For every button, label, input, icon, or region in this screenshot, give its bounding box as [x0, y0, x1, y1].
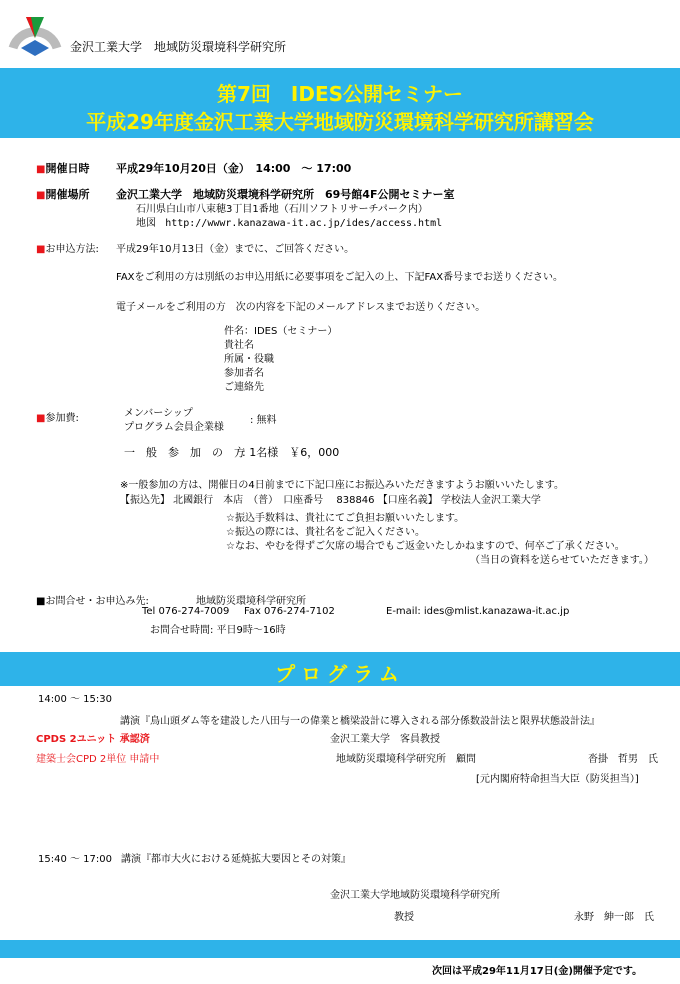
bottom-banner	[0, 940, 680, 958]
map-link[interactable]: http://wwwr.kanazawa-it.ac.jp/ides/access.html	[165, 218, 443, 229]
general-fee: : 1名様 ￥6，000	[242, 446, 340, 459]
session1-speaker: 沓掛 哲男 氏	[588, 754, 658, 765]
email-note: 電子メールをご利用の方 次の内容を下記のメールアドレスまでお送りください。	[116, 302, 486, 313]
session1-affil2: 地域防災環境科学研究所 顧問	[336, 754, 476, 765]
session2-affil: 金沢工業大学地域防災環境科学研究所	[330, 890, 500, 901]
cpd-credit: 建築士会CPD 2単位 申請中	[36, 754, 160, 765]
venue-address: 石川県白山市八束穂3丁目1番地（石川ソフトリサーチパーク内）	[136, 204, 428, 215]
venue-label: 開催場所	[45, 188, 90, 201]
contact-hours: お問合せ時間: 平日9時～16時	[150, 625, 286, 636]
application-deadline: 平成29年10月13日（金）までに、ご回答ください。	[116, 244, 355, 255]
fee-label: 参加費:	[45, 413, 79, 424]
fee-star1: ☆振込手数料は、貴社にてご負担お願いいたします。	[226, 513, 465, 524]
fee-star3: ☆なお、やむを得ずご欠席の場合でもご返金いたしかねますので、何卒ご了承ください。	[226, 541, 625, 552]
program-title: プログラム	[275, 662, 405, 686]
item-subject: 件名：IDES（セミナー）	[224, 326, 338, 337]
cpds-credit: CPDS 2ユニット 承認済	[36, 734, 150, 745]
title-banner	[0, 68, 680, 138]
program-banner	[0, 652, 680, 686]
fee-star2: ☆振込の際には、貴社名をご記入ください。	[226, 527, 425, 538]
application-row	[36, 240, 99, 255]
session1-time: 14:00 ～ 15:30	[38, 694, 112, 705]
contact-tel: Tel 076-274-7009	[142, 606, 230, 617]
venue-row	[36, 186, 89, 202]
member-fee: : 無料	[250, 415, 277, 426]
institute-name: 金沢工業大学 地域防災環境科学研究所	[70, 40, 287, 54]
next-event-note: 次回は平成29年11月17日(金)開催予定です。	[432, 966, 643, 977]
session1-former-title: [元内閣府特命担当大臣（防災担当）]	[476, 774, 639, 785]
contact-org: 地域防災環境科学研究所	[196, 596, 306, 607]
member-line2: プログラム会員企業様	[124, 422, 224, 433]
contact-email[interactable]: E-mail: ides@mlist.kanazawa-it.ac.jp	[386, 606, 570, 617]
datetime-row	[36, 160, 89, 176]
seminar-title: 第7回 IDES公開セミナー	[216, 82, 464, 106]
bullet-icon: ■	[36, 413, 46, 424]
institute-logo	[6, 4, 64, 58]
session2-role: 教授	[394, 912, 414, 923]
item-contact: ご連絡先	[224, 382, 264, 393]
map-row	[136, 214, 442, 229]
fee-star4: （当日の資料を送らせていただきます。）	[470, 555, 654, 566]
bank-info: 【振込先】 北國銀行 本店 （普） 口座番号 838846 【口座名義】 学校法人金沢工業大学	[120, 495, 541, 506]
bullet-icon: ■	[36, 164, 46, 175]
session2-lecture: 講演『都市大火における延焼拡大要因とその対策』	[121, 854, 351, 865]
session1-lecture: 講演『鳥山頭ダム等を建設した八田与一の偉業と橋梁設計に導入される部分係数設計法と限界状態設計法』	[120, 716, 600, 727]
bullet-icon: ■	[36, 244, 46, 255]
session2-speaker: 永野 紳一郎 氏	[574, 912, 654, 923]
session2-time: 15:40 ～ 17:00	[38, 854, 112, 865]
bullet-icon: ■	[36, 190, 46, 201]
member-line1: メンバーシップ	[124, 408, 193, 419]
contact-fax: Fax 076-274-7102	[244, 606, 335, 617]
item-company: 貴社名	[224, 340, 254, 351]
contact-label: ■お問合せ・お申込み先:	[36, 596, 149, 607]
fee-row	[36, 409, 79, 424]
application-label: お申込方法:	[45, 244, 99, 255]
fee-note: ※一般参加の方は、開催日の4日前までに下記口座にお振込みいただきますようお願いいたします。	[120, 480, 564, 491]
venue-value: 金沢工業大学 地域防災環境科学研究所 69号館4F公開セミナー室	[116, 188, 455, 201]
datetime-label: 開催日時	[45, 162, 90, 175]
item-department: 所属・役職	[224, 354, 274, 365]
fax-note: FAXをご利用の方は別紙のお申込用紙に必要事項をご記入の上、下記FAX番号までお送りください。	[116, 272, 564, 283]
session1-affil1: 金沢工業大学 客員教授	[330, 734, 440, 745]
map-label: 地図	[136, 218, 156, 229]
datetime-value: 平成29年10月20日（金） 14:00 ～ 17:00	[116, 162, 352, 175]
course-title: 平成29年度金沢工業大学地域防災環境科学研究所講習会	[86, 110, 594, 134]
item-participant: 参加者名	[224, 368, 264, 379]
general-label: 一 般 参 加 の 方	[124, 446, 245, 459]
